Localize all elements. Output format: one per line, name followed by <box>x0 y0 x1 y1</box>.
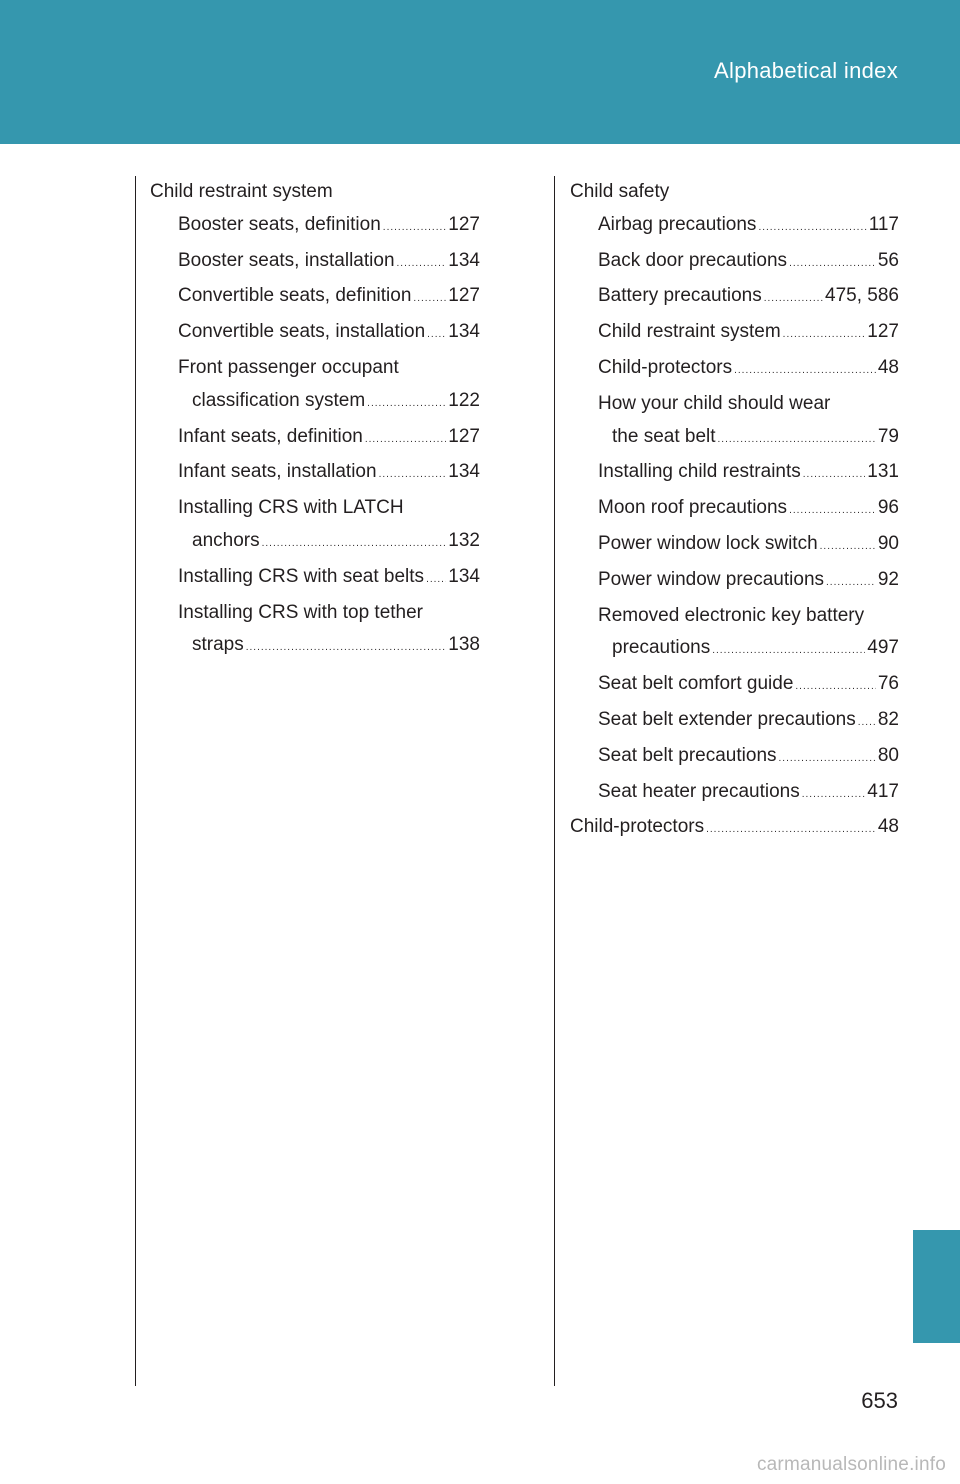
index-entry <box>570 352 899 388</box>
page-title: Alphabetical index <box>714 58 898 83</box>
index-entry <box>150 316 480 352</box>
index-entry-page[interactable]: 134 <box>448 565 480 587</box>
index-entry-text: Convertible seats, definition <box>178 285 412 307</box>
index-entry-page[interactable]: 417 <box>867 780 899 802</box>
index-entry-text: anchors <box>192 529 260 551</box>
index-entry-text: precautions <box>612 637 711 659</box>
index-entry <box>150 385 480 421</box>
index-column-left <box>150 176 480 665</box>
index-entry <box>570 740 899 776</box>
index-entry <box>570 564 899 600</box>
index-entry <box>570 245 899 281</box>
dot-leader <box>783 319 866 352</box>
dot-leader <box>712 635 865 668</box>
index-entry-text: Battery precautions <box>598 285 762 307</box>
index-entry <box>570 176 899 209</box>
dot-leader <box>262 528 447 561</box>
index-entry-text: Child restraint system <box>150 181 333 202</box>
header-bar <box>0 0 960 144</box>
index-entry-page[interactable]: 127 <box>448 425 480 447</box>
column-divider-left <box>135 176 136 1386</box>
dot-leader <box>789 248 876 281</box>
index-entry <box>570 600 899 633</box>
index-entry <box>150 352 480 385</box>
index-entry <box>570 280 899 316</box>
dot-leader <box>826 567 876 600</box>
dot-leader <box>764 283 823 316</box>
index-entry <box>570 811 899 847</box>
index-entry <box>150 597 480 630</box>
dot-leader <box>413 283 446 316</box>
dot-leader <box>820 531 876 564</box>
index-entry <box>150 525 480 561</box>
index-entry-text: Power window precautions <box>598 568 825 590</box>
index-entry <box>570 456 899 492</box>
index-entry-page[interactable]: 96 <box>877 497 899 519</box>
dot-leader <box>427 319 446 352</box>
dot-leader <box>246 632 447 665</box>
index-entry-text: classification system <box>192 389 366 411</box>
index-entry <box>570 316 899 352</box>
index-column-right <box>570 176 899 847</box>
dot-leader <box>789 495 876 528</box>
index-entry-text: Child-protectors <box>570 816 705 838</box>
index-entry <box>570 388 899 421</box>
index-entry-page[interactable]: 127 <box>448 285 480 307</box>
dot-leader <box>758 212 866 245</box>
dot-leader <box>426 564 446 597</box>
index-entry-text: Moon roof precautions <box>598 497 788 519</box>
index-entry-page[interactable]: 117 <box>868 213 899 235</box>
page-number: 653 <box>861 1388 898 1413</box>
index-entry <box>570 421 899 457</box>
index-entry <box>150 456 480 492</box>
index-entry-text: Installing CRS with top tether <box>178 601 424 623</box>
index-entry-page[interactable]: 134 <box>448 321 480 343</box>
index-entry-text: Removed electronic key battery <box>598 604 865 626</box>
dot-leader <box>795 671 875 704</box>
dot-leader <box>397 248 447 281</box>
index-entry-page[interactable]: 80 <box>877 744 899 766</box>
index-entry <box>150 421 480 457</box>
index-entry-page[interactable]: 127 <box>867 321 899 343</box>
index-entry <box>570 209 899 245</box>
index-entry-text: Seat belt comfort guide <box>598 673 794 695</box>
index-entry-text: Installing CRS with seat belts <box>178 565 425 587</box>
index-entry-text: Seat heater precautions <box>598 780 800 802</box>
index-entry <box>570 528 899 564</box>
index-entry-page[interactable]: 497 <box>867 637 899 659</box>
index-entry <box>150 209 480 245</box>
dot-leader <box>365 424 446 457</box>
index-entry <box>150 176 480 209</box>
dot-leader <box>779 743 876 776</box>
index-entry-page[interactable]: 122 <box>448 389 480 411</box>
index-entry-page[interactable]: 48 <box>877 356 899 378</box>
dot-leader <box>718 424 876 457</box>
index-entry <box>150 280 480 316</box>
index-entry-text: How your child should wear <box>598 392 831 414</box>
index-entry-text: Convertible seats, installation <box>178 321 426 343</box>
index-entry-text: straps <box>192 634 244 656</box>
dot-leader <box>734 355 876 388</box>
index-entry-text: Seat belt precautions <box>598 744 777 766</box>
index-entry <box>150 492 480 525</box>
index-entry-text: Back door precautions <box>598 249 788 271</box>
dot-leader <box>367 388 446 421</box>
index-entry-text: Front passenger occupant <box>178 356 399 378</box>
dot-leader <box>802 779 866 812</box>
index-entry-text: Infant seats, definition <box>178 425 363 447</box>
index-entry <box>570 492 899 528</box>
index-entry-page[interactable]: 76 <box>877 673 899 695</box>
index-entry-text: Power window lock switch <box>598 532 818 554</box>
index-entry-text: Infant seats, installation <box>178 461 377 483</box>
index-entry <box>570 704 899 740</box>
index-entry-text: Child safety <box>570 181 670 202</box>
dot-leader <box>706 814 876 847</box>
index-entry-page[interactable]: 131 <box>867 461 899 483</box>
watermark: carmanualsonline.info <box>756 1454 946 1475</box>
index-entry-page[interactable]: 134 <box>448 461 480 483</box>
dot-leader <box>379 459 447 492</box>
index-entry <box>150 561 480 597</box>
index-entry-text: Booster seats, installation <box>178 249 395 271</box>
index-entry-page[interactable]: 475, 586 <box>825 285 899 307</box>
index-entry-page[interactable]: 132 <box>448 529 480 551</box>
index-entry <box>570 632 899 668</box>
index-entry-text: Airbag precautions <box>598 213 757 235</box>
index-entry-page[interactable]: 56 <box>877 249 899 271</box>
index-entry <box>150 245 480 281</box>
dot-leader <box>858 707 876 740</box>
index-entry-text: Child restraint system <box>598 321 781 343</box>
index-entry <box>570 776 899 812</box>
dot-leader <box>803 459 866 492</box>
index-entry-text: the seat belt <box>612 425 716 447</box>
index-entry-text: Installing child restraints <box>598 461 801 483</box>
index-entry-text: Seat belt extender precautions <box>598 708 856 730</box>
index-entry-text: Child-protectors <box>598 356 733 378</box>
index-entry-page[interactable]: 92 <box>877 568 899 590</box>
index-entry <box>150 629 480 665</box>
index-entry-page[interactable]: 48 <box>877 816 899 838</box>
index-entry-page[interactable]: 138 <box>448 634 480 656</box>
index-entry-page[interactable]: 79 <box>877 425 899 447</box>
index-entry-page[interactable]: 82 <box>877 708 899 730</box>
index-entry-page[interactable]: 90 <box>877 532 899 554</box>
section-tab <box>913 1230 960 1343</box>
dot-leader <box>383 212 447 245</box>
index-entry-page[interactable]: 134 <box>448 249 480 271</box>
index-entry-text: Booster seats, definition <box>178 213 381 235</box>
index-entry <box>570 668 899 704</box>
column-divider-middle <box>554 176 555 1386</box>
index-entry-text: Installing CRS with LATCH <box>178 497 404 519</box>
index-entry-page[interactable]: 127 <box>448 213 480 235</box>
